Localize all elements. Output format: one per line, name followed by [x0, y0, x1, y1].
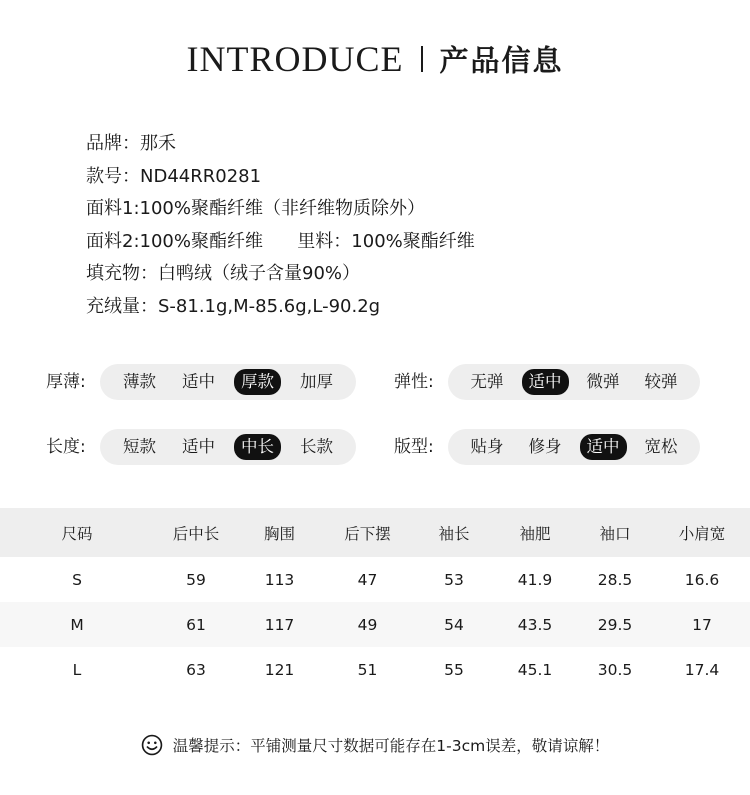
attribute-option: 较弹 [644, 372, 678, 391]
size-table [0, 508, 750, 692]
measurement-note [0, 730, 750, 760]
column-header: 小肩宽 [654, 508, 750, 557]
table-cell: 41.9 [517, 570, 553, 589]
style-number-line: 款号：ND44RR0281 [86, 165, 262, 187]
table-cell: 16.6 [684, 570, 720, 589]
attribute-option: 修身 [528, 437, 562, 456]
table-cell: 29.5 [576, 602, 654, 647]
table-cell: 51 [357, 660, 378, 679]
column-header: 胸围 [238, 508, 321, 557]
attribute-fit [394, 427, 700, 467]
table-cell: 113 [264, 570, 295, 589]
attribute-options [100, 364, 356, 400]
table-cell: S [72, 570, 82, 589]
table-cell: 43.5 [494, 602, 576, 647]
table-row [0, 602, 750, 647]
attribute-label: 长度: [46, 437, 86, 457]
attribute-option: 微弹 [586, 372, 620, 391]
attribute-label: 版型: [394, 437, 434, 457]
table-cell: 55 [444, 660, 464, 679]
down-weight-line: 充绒量：S-81.1g,M-85.6g,L-90.2g [86, 295, 381, 317]
note-text: 温馨提示：平铺测量尺寸数据可能存在1-3cm误差，敬请谅解！ [172, 737, 610, 755]
table-cell: M [0, 602, 154, 647]
attribute-options [448, 429, 700, 465]
column-header: 袖长 [414, 508, 494, 557]
attribute-options [100, 429, 356, 465]
attribute-label: 厚薄: [46, 372, 86, 392]
attribute-option: 适中 [182, 437, 215, 456]
attribute-option: 适中 [182, 372, 215, 391]
table-cell: 47 [357, 570, 378, 589]
table-cell: 45.1 [517, 660, 553, 679]
attribute-option: 短款 [123, 437, 156, 456]
column-header: 袖口 [576, 508, 654, 557]
table-cell: 49 [321, 602, 414, 647]
attribute-options [448, 364, 700, 400]
attribute-option: 宽松 [644, 437, 678, 456]
attribute-option: 适中 [580, 434, 627, 460]
table-cell: 117 [238, 602, 321, 647]
filling-line: 填充物：白鸭绒（绒子含量90%） [86, 263, 361, 284]
smiley-face-icon [141, 734, 163, 756]
table-cell: 30.5 [597, 660, 633, 679]
column-header: 后下摆 [321, 508, 414, 557]
table-row [0, 647, 750, 692]
size-table-header-row [0, 508, 750, 557]
column-header: 后中长 [154, 508, 238, 557]
attribute-option: 无弹 [470, 372, 504, 391]
attribute-option: 贴身 [470, 437, 504, 456]
attribute-option: 加厚 [300, 372, 333, 391]
table-cell: 54 [414, 602, 494, 647]
attribute-label: 弹性: [394, 372, 434, 392]
title-divider [421, 46, 423, 72]
table-cell: L [72, 660, 82, 679]
column-header: 尺码 [0, 508, 154, 557]
attribute-option: 厚款 [234, 369, 281, 395]
attribute-option: 适中 [522, 369, 569, 395]
page-title-chinese: 产品信息 [439, 43, 564, 78]
attribute-thickness [46, 362, 356, 402]
page-header [0, 38, 750, 84]
table-cell: 61 [154, 602, 238, 647]
table-cell: 63 [186, 660, 206, 679]
table-cell: 121 [264, 660, 295, 679]
product-info [86, 128, 686, 323]
column-header: 袖肥 [494, 508, 576, 557]
attribute-length [46, 427, 356, 467]
attribute-option: 长款 [300, 437, 333, 456]
table-cell: 28.5 [597, 570, 633, 589]
attribute-elasticity [394, 362, 700, 402]
brand-line: 品牌：那禾 [86, 133, 176, 154]
table-row [0, 557, 750, 602]
table-cell: 17 [654, 602, 750, 647]
fabric2-lining-line: 面料2:100%聚酯纤维 里料：100%聚酯纤维 [86, 230, 475, 252]
attribute-option: 中长 [234, 434, 281, 460]
page-title-english: INTRODUCE [186, 39, 404, 79]
fabric1-line: 面料1:100%聚酯纤维（非纤维物质除外） [86, 198, 425, 219]
table-cell: 59 [186, 570, 206, 589]
table-cell: 17.4 [684, 660, 720, 679]
attribute-option: 薄款 [123, 372, 156, 391]
table-cell: 53 [444, 570, 464, 589]
